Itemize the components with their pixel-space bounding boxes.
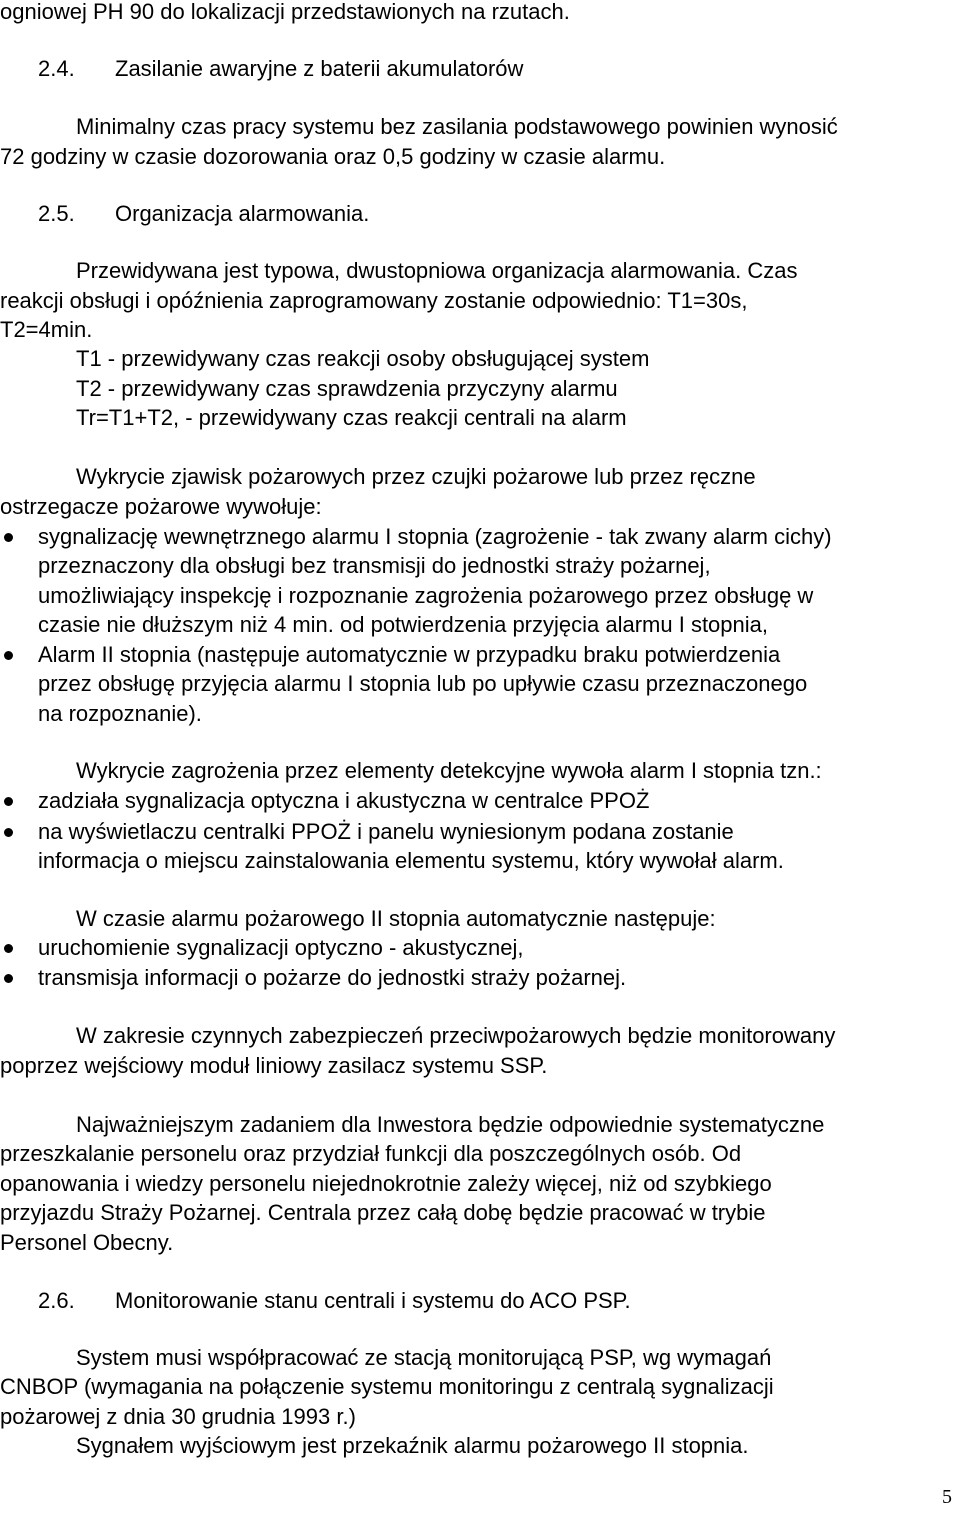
text-line: W czasie alarmu pożarowego II stopnia automatycznie następuje: (76, 906, 716, 931)
text-line: Tr=T1+T2, - przewidywany czas reakcji centrali na alarm (76, 405, 627, 430)
section-title: Organizacja alarmowania. (115, 201, 370, 226)
text-line: T2 - przewidywany czas sprawdzenia przyczyny alarmu (76, 376, 618, 401)
list-item-line: przeznaczony dla obsługi bez transmisji do jednostki straży pożarnej, (38, 553, 711, 578)
section-title: Zasilanie awaryjne z baterii akumulatorów (115, 56, 524, 81)
text-line: T2=4min. (0, 317, 93, 342)
text-line: Najważniejszym zadaniem dla Inwestora będzie odpowiednie systematyczne (76, 1112, 825, 1137)
section-number: 2.4. (38, 56, 75, 81)
list-item-line: czasie nie dłuższym niż 4 min. od potwierdzenia przyjęcia alarmu I stopnia, (38, 612, 768, 637)
text-line: Wykrycie zjawisk pożarowych przez czujki pożarowe lub przez ręczne (76, 464, 756, 489)
text-line: ogniowej PH 90 do lokalizacji przedstawionych na rzutach. (0, 0, 570, 24)
list-item-line: transmisja informacji o pożarze do jednostki straży pożarnej. (38, 965, 627, 990)
bullet-icon (4, 828, 13, 837)
bullet-icon (4, 944, 13, 953)
bullet-icon (4, 797, 13, 806)
bullet-icon (4, 533, 13, 542)
list-item-line: przez obsługę przyjęcia alarmu I stopnia lub po upływie czasu przeznaczonego (38, 671, 808, 696)
text-line: reakcji obsługi i opóźnienia zaprogramowany zostanie odpowiednio: T1=30s, (0, 288, 748, 313)
text-line: opanowania i wiedzy personelu niejednokrotnie zależy więcej, niż od szybkiego (0, 1171, 772, 1196)
list-item-line: informacja o miejscu zainstalowania elementu systemu, który wywołał alarm. (38, 848, 784, 873)
section-number: 2.6. (38, 1288, 75, 1313)
text-line: ostrzegacze pożarowe wywołuje: (0, 494, 322, 519)
text-line: CNBOP (wymagania na połączenie systemu monitoringu z centralą sygnalizacji (0, 1374, 774, 1399)
section-title: Monitorowanie stanu centrali i systemu do ACO PSP. (115, 1288, 631, 1313)
text-line: przyjazdu Straży Pożarnej. Centrala przez całą dobę będzie pracować w trybie (0, 1200, 766, 1225)
bullet-icon (4, 974, 13, 983)
text-line: 72 godziny w czasie dozorowania oraz 0,5 godziny w czasie alarmu. (0, 144, 666, 169)
text-line: System musi współpracować ze stacją monitorującą PSP, wg wymagań (76, 1345, 772, 1370)
list-item-line: na wyświetlaczu centralki PPOŻ i panelu wyniesionym podana zostanie (38, 819, 734, 844)
text-line: Minimalny czas pracy systemu bez zasilania podstawowego powinien wynosić (76, 114, 838, 139)
text-line: poprzez wejściowy moduł liniowy zasilacz systemu SSP. (0, 1053, 548, 1078)
text-line: Sygnałem wyjściowym jest przekaźnik alarmu pożarowego II stopnia. (76, 1433, 749, 1458)
text-line: Wykrycie zagrożenia przez elementy detekcyjne wywoła alarm I stopnia tzn.: (76, 758, 822, 783)
text-line: pożarowej z dnia 30 grudnia 1993 r.) (0, 1404, 356, 1429)
list-item-line: sygnalizację wewnętrznego alarmu I stopnia (zagrożenie - tak zwany alarm cichy) (38, 524, 832, 549)
list-item-line: Alarm II stopnia (następuje automatycznie w przypadku braku potwierdzenia (38, 642, 781, 667)
bullet-icon (4, 651, 13, 660)
text-line: W zakresie czynnych zabezpieczeń przeciwpożarowych będzie monitorowany (76, 1023, 836, 1048)
list-item-line: na rozpoznanie). (38, 701, 202, 726)
page-number: 5 (942, 1486, 952, 1508)
text-line: T1 - przewidywany czas reakcji osoby obsługującej system (76, 346, 650, 371)
text-line: Przewidywana jest typowa, dwustopniowa organizacja alarmowania. Czas (76, 258, 798, 283)
text-line: przeszkalanie personelu oraz przydział funkcji dla poszczególnych osób. Od (0, 1141, 742, 1166)
list-item-line: umożliwiający inspekcję i rozpoznanie zagrożenia pożarowego przez obsługę w (38, 583, 814, 608)
text-line: Personel Obecny. (0, 1230, 174, 1255)
list-item-line: uruchomienie sygnalizacji optyczno - akustycznej, (38, 935, 524, 960)
section-number: 2.5. (38, 201, 75, 226)
list-item-line: zadziała sygnalizacja optyczna i akustyczna w centralce PPOŻ (38, 788, 650, 813)
